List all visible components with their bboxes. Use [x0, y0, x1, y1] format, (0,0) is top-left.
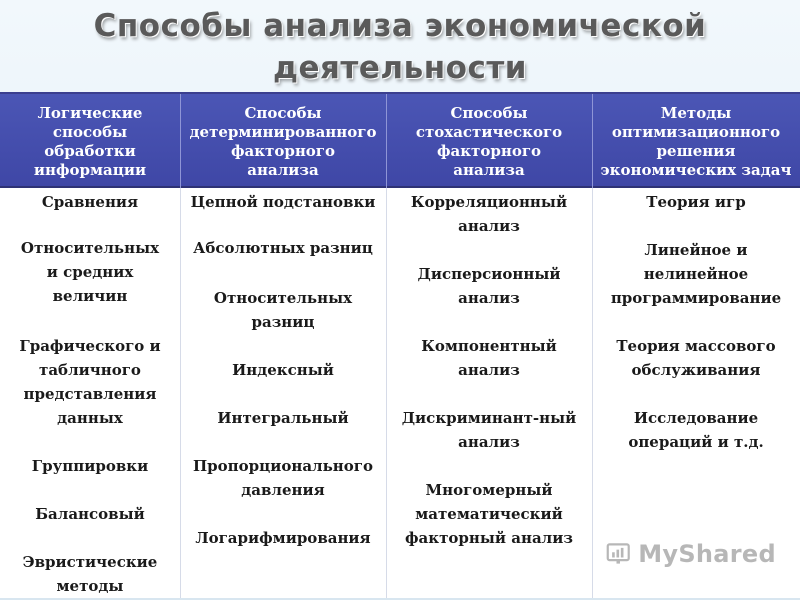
cell-text: методы	[56, 577, 124, 595]
header-text: факторного	[436, 142, 542, 160]
cell-text: анализ	[458, 217, 520, 235]
cell-text: Теория массового	[616, 337, 776, 355]
cell-text: представления	[23, 385, 157, 403]
cell-text: Дискриминант-ный	[401, 409, 577, 427]
cell-text: Балансовый	[35, 505, 145, 523]
methods-table	[0, 92, 800, 600]
cell-text: Исследование	[633, 409, 759, 427]
cell-text: Эвристические	[22, 553, 158, 571]
cell-text: Интегральный	[217, 409, 349, 427]
header-cell-logical	[0, 94, 180, 190]
cell-comparisons	[0, 190, 180, 214]
cell-text: давления	[241, 481, 325, 499]
cell-text: Теория игр	[646, 193, 746, 211]
header-text: факторного	[230, 142, 336, 160]
cell-chain-substitution	[180, 190, 386, 214]
cell-text: факторный анализ	[405, 529, 573, 547]
cell-graphical-tabular	[0, 334, 180, 430]
cell-text: Абсолютных разниц	[193, 239, 373, 257]
cell-queueing-theory	[592, 334, 800, 382]
cell-proportional	[180, 454, 386, 502]
header-divider	[592, 94, 593, 190]
myshared-watermark	[606, 537, 776, 571]
cell-text: анализ	[458, 289, 520, 307]
myshared-logo-icon	[606, 539, 632, 569]
header-divider	[386, 94, 387, 190]
slide-title	[0, 0, 800, 92]
header-cell-optimization	[592, 94, 800, 190]
cell-game-theory	[592, 190, 800, 214]
cell-text: табличного	[39, 361, 141, 379]
cell-text: величин	[52, 287, 128, 305]
cell-operations-research	[592, 406, 800, 454]
header-text: анализа	[453, 161, 525, 179]
cell-groupings	[0, 454, 180, 478]
cell-text: анализ	[458, 433, 520, 451]
cell-component	[386, 334, 592, 382]
cell-text: Пропорционального	[193, 457, 373, 475]
header-text: экономических задач	[600, 161, 792, 179]
header-text: Методы	[660, 104, 732, 122]
header-cell-stochastic	[386, 94, 592, 190]
cell-text: математический	[415, 505, 563, 523]
cell-text: Многомерный	[425, 481, 553, 499]
cell-text: операций и т.д.	[628, 433, 764, 451]
cell-text: Индексный	[232, 361, 334, 379]
title-line-1: Способы анализа экономической	[93, 8, 707, 44]
cell-text: и средних	[46, 263, 134, 281]
cell-text: Относительных	[213, 289, 353, 307]
cell-text: нелинейное	[643, 265, 749, 283]
header-text: обработки	[44, 142, 136, 160]
cell-text: Дисперсионный	[417, 265, 561, 283]
cell-text: разниц	[251, 313, 315, 331]
cell-text: Сравнения	[41, 193, 139, 211]
cell-text: данных	[57, 409, 123, 427]
cell-linear-programming	[592, 238, 800, 310]
cell-text: Компонентный	[421, 337, 557, 355]
cell-index	[180, 358, 386, 382]
cell-text: анализ	[458, 361, 520, 379]
cell-integral	[180, 406, 386, 430]
cell-text: Корреляционный	[410, 193, 568, 211]
cell-text: Логарифмирования	[195, 529, 371, 547]
cell-correlation	[386, 190, 592, 238]
header-text: стохастического	[415, 123, 563, 141]
cell-absolute-differences	[180, 236, 386, 260]
cell-relative-average	[0, 236, 180, 308]
cell-balance	[0, 502, 180, 526]
cell-text: Относительных	[20, 239, 160, 257]
title-line-2: деятельности	[272, 50, 528, 86]
header-text: Логические	[37, 104, 143, 122]
cell-dispersion	[386, 262, 592, 310]
header-text: Способы	[244, 104, 322, 122]
cell-logarithm	[180, 526, 386, 550]
cell-multivariate	[386, 478, 592, 550]
cell-text: Графического и	[19, 337, 161, 355]
cell-text: обслуживания	[631, 361, 761, 379]
header-text: детерминированного	[189, 123, 377, 141]
watermark-text: MyShared	[638, 540, 776, 568]
header-divider	[180, 94, 181, 190]
header-text: информации	[33, 161, 147, 179]
header-text: Способы	[450, 104, 528, 122]
header-text: оптимизационного	[611, 123, 781, 141]
table-header-row	[0, 92, 800, 188]
header-text: анализа	[247, 161, 319, 179]
cell-text: Линейное и	[644, 241, 748, 259]
cell-discriminant	[386, 406, 592, 454]
cell-relative-differences	[180, 286, 386, 334]
header-text: решения	[656, 142, 736, 160]
header-cell-deterministic	[180, 94, 386, 190]
cell-text: Цепной подстановки	[190, 193, 376, 211]
cell-text: Группировки	[31, 457, 149, 475]
cell-heuristic	[0, 550, 180, 598]
header-text: способы	[52, 123, 128, 141]
cell-text: программирование	[610, 289, 782, 307]
